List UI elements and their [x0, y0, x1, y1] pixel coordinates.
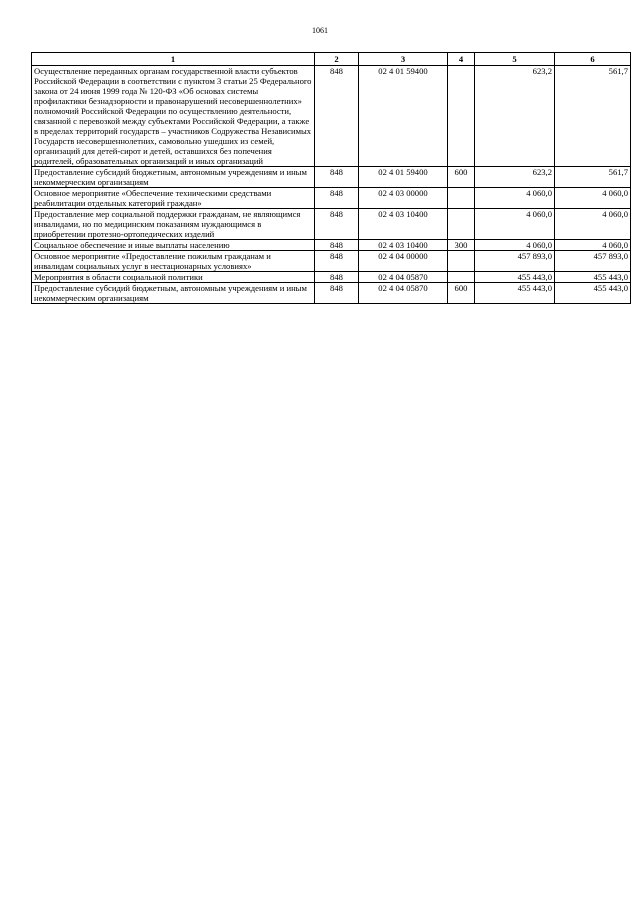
- row-type: [448, 272, 475, 283]
- row-name: Предоставление мер социальной поддержки гражданам, не являющимся инвалидами, но по медицинским показаниям нуждающимся в приобретении протезно-ортопедических изделий: [32, 209, 315, 240]
- header-col-4: 4: [448, 53, 475, 66]
- row-article: 02 4 04 00000: [359, 251, 448, 272]
- row-value-1: 4 060,0: [475, 188, 555, 209]
- header-col-2: 2: [315, 53, 359, 66]
- row-article: 02 4 03 00000: [359, 188, 448, 209]
- row-value-1: 623,2: [475, 167, 555, 188]
- row-article: 02 4 01 59400: [359, 66, 448, 167]
- row-value-1: 455 443,0: [475, 272, 555, 283]
- row-type: 600: [448, 167, 475, 188]
- row-article: 02 4 03 10400: [359, 240, 448, 251]
- table-row: [32, 240, 631, 251]
- table-row: [32, 251, 631, 272]
- row-article: 02 4 04 05870: [359, 283, 448, 304]
- row-code: 848: [315, 240, 359, 251]
- row-value-1: 457 893,0: [475, 251, 555, 272]
- row-name: Осуществление переданных органам государственной власти субъектов Российской Федерации в соответствии с пунктом 3 статьи 25 Федерального закона от 24 июня 1999 года № 120-ФЗ «Об основах системы профилактики безнадзорности и правонарушений несовершеннолетних» полномочий Российской Федерации по осуществлению деятельности, связанной с перевозкой между субъектами Российской Федерации, а также в пределах территорий государств – участников Содружества Независимых Государств несовершеннолетних, самовольно ушедших из семей, организаций для детей-сирот и детей, оставшихся без попечения родителей, образовательных организаций и иных организаций: [32, 66, 315, 167]
- row-value-1: 623,2: [475, 66, 555, 167]
- row-name: Мероприятия в области социальной политики: [32, 272, 315, 283]
- header-col-6: 6: [555, 53, 631, 66]
- row-value-2: 4 060,0: [555, 209, 631, 240]
- row-value-2: 455 443,0: [555, 283, 631, 304]
- header-row: [32, 53, 631, 66]
- budget-table: [31, 52, 631, 304]
- row-code: 848: [315, 66, 359, 167]
- table-row: [32, 66, 631, 167]
- row-code: 848: [315, 167, 359, 188]
- row-value-2: 561,7: [555, 66, 631, 167]
- row-type: 600: [448, 283, 475, 304]
- row-value-1: 4 060,0: [475, 209, 555, 240]
- row-name: Социальное обеспечение и иные выплаты населению: [32, 240, 315, 251]
- row-article: 02 4 04 05870: [359, 272, 448, 283]
- header-col-5: 5: [475, 53, 555, 66]
- row-type: 300: [448, 240, 475, 251]
- row-type: [448, 188, 475, 209]
- row-name: Предоставление субсидий бюджетным, автономным учреждениям и иным некоммерческим организациям: [32, 167, 315, 188]
- row-article: 02 4 03 10400: [359, 209, 448, 240]
- row-code: 848: [315, 209, 359, 240]
- table-row: [32, 188, 631, 209]
- header-col-3: 3: [359, 53, 448, 66]
- row-value-1: 455 443,0: [475, 283, 555, 304]
- row-value-2: 561,7: [555, 167, 631, 188]
- row-code: 848: [315, 188, 359, 209]
- row-code: 848: [315, 251, 359, 272]
- row-type: [448, 251, 475, 272]
- row-code: 848: [315, 272, 359, 283]
- table-row: [32, 209, 631, 240]
- row-type: [448, 209, 475, 240]
- row-value-2: 4 060,0: [555, 240, 631, 251]
- row-value-2: 455 443,0: [555, 272, 631, 283]
- row-type: [448, 66, 475, 167]
- row-name: Основное мероприятие «Предоставление пожилым гражданам и инвалидам социальных услуг в нестационарных условиях»: [32, 251, 315, 272]
- row-value-2: 457 893,0: [555, 251, 631, 272]
- row-name: Основное мероприятие «Обеспечение техническими средствами реабилитации отдельных категорий граждан»: [32, 188, 315, 209]
- row-name: Предоставление субсидий бюджетным, автономным учреждениям и иным некоммерческим организациям: [32, 283, 315, 304]
- table-row: [32, 272, 631, 283]
- row-article: 02 4 01 59400: [359, 167, 448, 188]
- row-value-2: 4 060,0: [555, 188, 631, 209]
- table-row: [32, 283, 631, 304]
- page-number: 1061: [312, 26, 328, 35]
- header-col-1: 1: [32, 53, 315, 66]
- row-value-1: 4 060,0: [475, 240, 555, 251]
- row-code: 848: [315, 283, 359, 304]
- table-row: [32, 167, 631, 188]
